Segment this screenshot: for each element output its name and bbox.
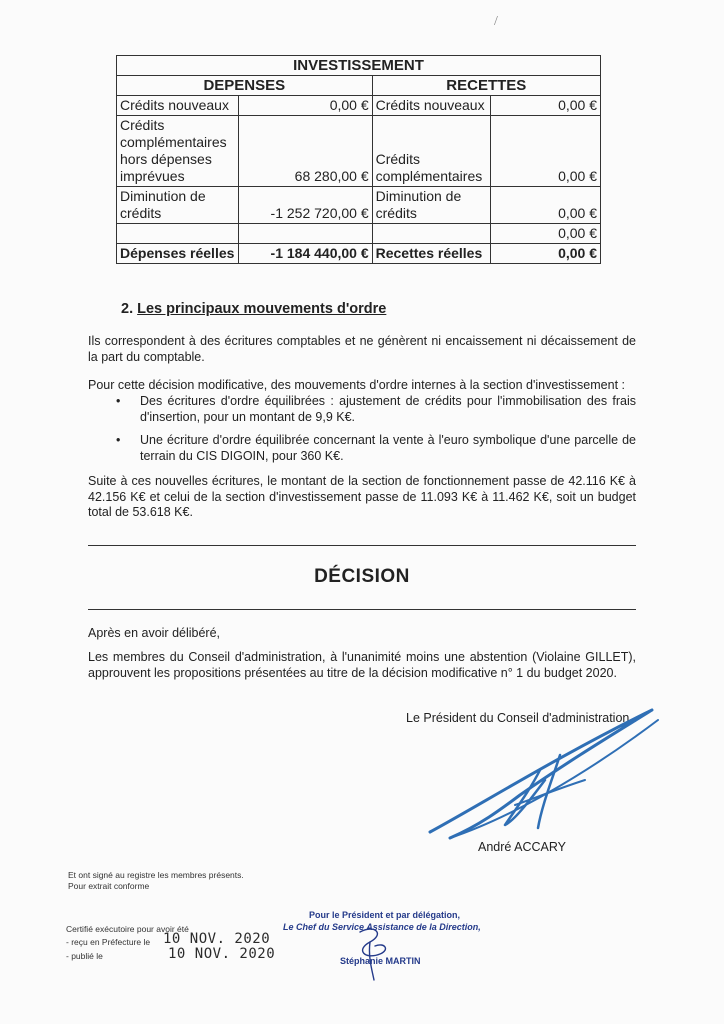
- dep-value: -1 252 720,00 €: [238, 187, 372, 224]
- depenses-header: DEPENSES: [117, 76, 373, 96]
- paragraph-ordre-definition: Ils correspondent à des écritures comptables et ne génèrent ni encaissement ni décaissement de la part du comptable.: [88, 334, 636, 364]
- section-heading: [121, 301, 386, 317]
- divider: [88, 609, 636, 610]
- movements-list: [96, 394, 636, 472]
- dep-label: Diminution de crédits: [117, 187, 239, 224]
- date-stamp-received: 10 NOV. 2020: [163, 931, 271, 947]
- dep-value: [238, 224, 372, 244]
- rec-total-value: 0,00 €: [490, 244, 600, 264]
- rec-label: Diminution de crédits: [372, 187, 490, 224]
- delegation-signature: [330, 922, 420, 982]
- decision-title: DÉCISION: [314, 566, 410, 587]
- list-item-text: Des écritures d'ordre équilibrées : ajustement de crédits pour l'immobilisation des frais d'insertion, pour un montant de 9,9 K€.: [140, 394, 636, 424]
- paragraph-intro-movements: Pour cette décision modificative, des mouvements d'ordre internes à la section d'investissement :: [88, 378, 625, 392]
- bullet-icon: •: [116, 433, 121, 447]
- certification-line: - publié le: [66, 951, 103, 961]
- list-item: [96, 433, 636, 464]
- table-title: INVESTISSEMENT: [117, 56, 601, 76]
- investment-table: [116, 55, 601, 264]
- rec-value: 0,00 €: [490, 224, 600, 244]
- paragraph-budget-summary: Suite à ces nouvelles écritures, le montant de la section de fonctionnement passe de 42.116 K€ à 42.156 K€ et celui de la section d'investissement passe de 11.093 K€ à 11.462 K€, soit un budget total de 53.618 K€.: [88, 474, 636, 519]
- dep-total-value: -1 184 440,00 €: [238, 244, 372, 264]
- table-row: [117, 224, 601, 244]
- rec-value: 0,00 €: [490, 187, 600, 224]
- president-title: Le Président du Conseil d'administration: [406, 711, 630, 725]
- delegation-line: Le Chef du Service Assistance de la Direction,: [283, 922, 481, 932]
- table-row: [117, 187, 601, 224]
- list-item-text: Une écriture d'ordre équilibrée concernant la vente à l'euro symbolique d'une parcelle de terrain du CIS DIGOIN, pour 360 K€.: [140, 433, 636, 463]
- registry-line: Pour extrait conforme: [68, 881, 150, 891]
- delegation-line: Pour le Président et par délégation,: [309, 910, 461, 920]
- decision-text: Les membres du Conseil d'administration, à l'unanimité moins une abstention (Violaine GILLET), approuvent les propositions présentées au titre de la décision modificative n° 1 du budget 2020.: [88, 650, 636, 680]
- dep-value: 68 280,00 €: [238, 116, 372, 187]
- list-item: [96, 394, 636, 425]
- section-number: 2.: [121, 301, 134, 317]
- date-stamp-published: 10 NOV. 2020: [168, 946, 276, 962]
- registry-line: Et ont signé au registre les membres présents.: [68, 870, 244, 880]
- dep-label: Crédits complémentaires hors dépenses imprévues: [117, 116, 239, 187]
- dep-value: 0,00 €: [238, 96, 372, 116]
- decision-intro: Après en avoir délibéré,: [88, 626, 221, 640]
- dep-label: Crédits nouveaux: [117, 96, 239, 116]
- table-row: [117, 116, 601, 187]
- dep-total-label: Dépenses réelles: [117, 244, 239, 264]
- president-signature: [420, 700, 665, 845]
- delegation-name: Stéphanie MARTIN: [340, 956, 421, 966]
- divider: [88, 545, 636, 546]
- recettes-header: RECETTES: [372, 76, 600, 96]
- table-row: [117, 96, 601, 116]
- certification-line: Certifié exécutoire pour avoir été: [66, 924, 189, 934]
- section-title: Les principaux mouvements d'ordre: [137, 301, 387, 317]
- rec-total-label: Recettes réelles: [372, 244, 490, 264]
- dep-label: [117, 224, 239, 244]
- margin-tick-mark: /: [494, 14, 498, 29]
- rec-label: Crédits complémentaires: [372, 116, 490, 187]
- rec-label: [372, 224, 490, 244]
- table-total-row: [117, 244, 601, 264]
- rec-value: 0,00 €: [490, 116, 600, 187]
- rec-value: 0,00 €: [490, 96, 600, 116]
- certification-line: - reçu en Préfecture le: [66, 937, 151, 947]
- president-name: André ACCARY: [478, 840, 567, 854]
- rec-label: Crédits nouveaux: [372, 96, 490, 116]
- bullet-icon: •: [116, 394, 121, 408]
